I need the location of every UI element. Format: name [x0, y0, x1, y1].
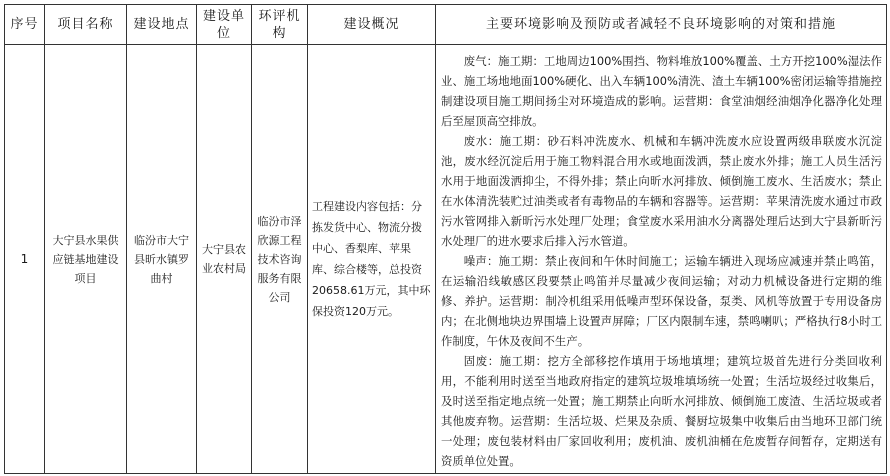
- cell-serial: 1: [5, 45, 45, 474]
- cell-eia-agency: 临汾市泽欣源工程技术咨询服务有限公司: [252, 45, 308, 474]
- cell-measures: [436, 45, 887, 474]
- header-row: [5, 5, 887, 45]
- measure-air: 废气：施工期：工地周边100%围挡、物料堆放100%覆盖、土方开挖100%湿法作业、施工场地地面100%硬化、出入车辆100%清洗、渣土车辆100%密闭运输等措施控制建设项目施工期间扬尘对环境造成的影响。运营期：食堂油烟经油烟净化器净化处理后至屋顶高空排放。: [441, 54, 882, 128]
- table-row: [5, 45, 887, 474]
- cell-overview: 工程建设内容包括：分拣发货中心、物流分拨中心、香梨库、苹果库、综合楼等，总投资20658.61万元，其中环保投资120万元。: [308, 45, 436, 474]
- header-project-name: 项目名称: [45, 5, 127, 45]
- measure-noise: 噪声：施工期：禁止夜间和午休时间施工；运输车辆进入现场应减速并禁止鸣笛，在运输沿线敏感区段要禁止鸣笛并尽量减少夜间运输；对动力机械设备进行定期的维修、养护。运营期：制冷机组采用低噪声型环保设备，泵类、风机等放置于专用设备房内；在北侧地块边界围墙上设置声屏障；厂区内限制车速，禁鸣喇叭；严格执行8小时工作制度，午休及夜间不生产。: [441, 254, 882, 348]
- measure-solid-waste: 固废：施工期：挖方全部移挖作填用于场地填埋；建筑垃圾首先进行分类回收利用，不能利用时送至当地政府指定的建筑垃圾堆填场统一处置；生活垃圾经过收集后，及时送至指定地点统一处置；施工期禁止向昕水河排放、倾倒施工废渣、生活垃圾或者其他废弃物。运营期：生活垃圾、烂果及杂质、餐厨垃圾集中收集后由当地环卫部门统一处理；废包装材料由厂家回收利用；废机油、废机油桶在危废暂存间暂存，定期送有资质单位处置。: [441, 354, 882, 468]
- header-location: 建设地点: [127, 5, 197, 45]
- header-measures: 主要环境影响及预防或者减轻不良环境影响的对策和措施: [436, 5, 887, 45]
- header-serial: 序号: [5, 5, 45, 45]
- header-constructor: 建设单位: [197, 5, 252, 45]
- eia-approval-table: [4, 4, 887, 474]
- header-eia-agency: 环评机构: [252, 5, 308, 45]
- header-overview: 建设概况: [308, 5, 436, 45]
- cell-project-name: 大宁县水果供应链基地建设项目: [45, 45, 127, 474]
- cell-location: 临汾市大宁县昕水镇罗曲村: [127, 45, 197, 474]
- measure-wastewater: 废水：施工期：砂石料冲洗废水、机械和车辆冲洗废水应设置两级串联废水沉淀池，废水经沉淀后用于施工物料混合用水或地面泼洒，禁止废水外排；施工人员生活污水用于地面泼洒抑尘，不得外排；禁止向昕水河排放、倾倒施工废水、生活废水；禁止在水体清洗装贮过油类或者有毒物品的车辆和容器等。运营期：苹果清洗废水通过市政污水管网排入新昕污水处理厂处理；食堂废水采用油水分离器处理后达到大宁县新昕污水处理厂的进水要求后排入污水管道。: [441, 134, 882, 248]
- cell-constructor: 大宁县农业农村局: [197, 45, 252, 474]
